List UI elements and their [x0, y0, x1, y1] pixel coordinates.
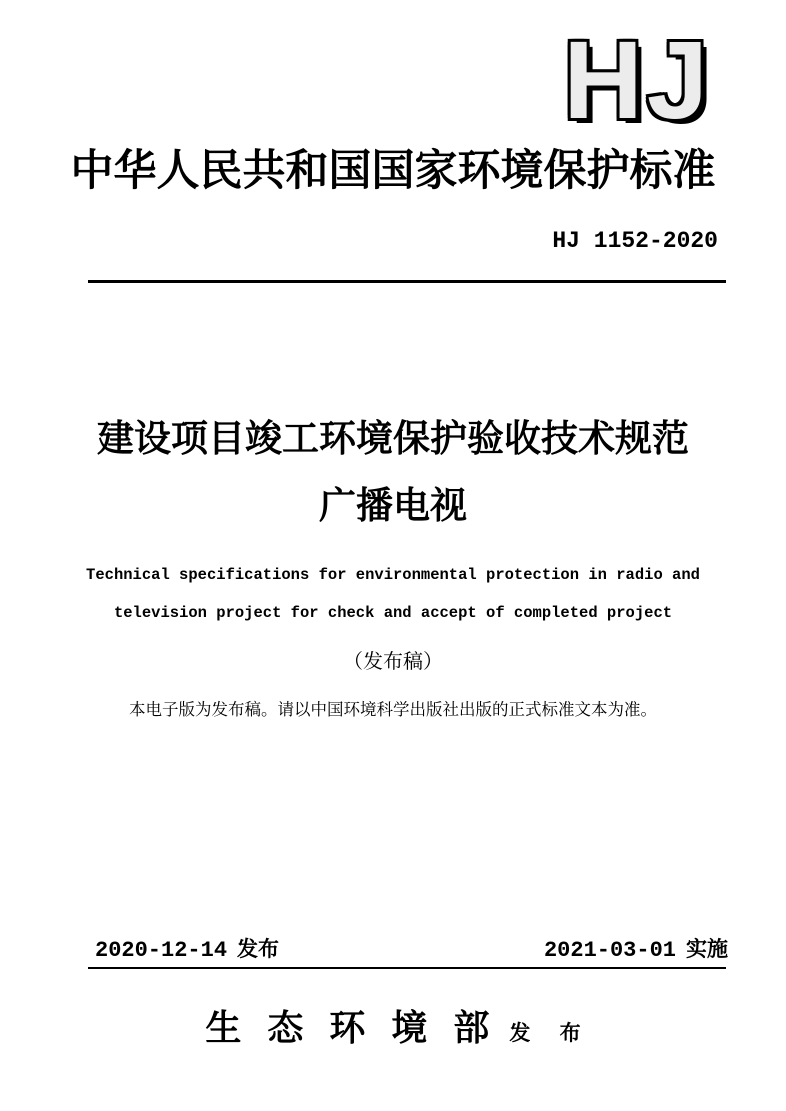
english-title	[0, 556, 786, 632]
implement-date: 2021-03-01	[543, 938, 676, 963]
hj-logo: HJ	[563, 19, 712, 142]
implement-label: 实施	[686, 937, 728, 961]
notice-text: 本电子版为发布稿。请以中国环境科学出版社出版的正式标准文本为准。	[129, 700, 657, 719]
issue-date: 2020-12-14	[95, 938, 228, 963]
issue-date-group	[95, 933, 279, 963]
implement-date-group	[544, 933, 728, 963]
top-divider	[88, 280, 726, 283]
english-title-line1: Technical specifications for environmental protection in radio and	[86, 566, 700, 584]
standard-number: HJ 1152-2020	[552, 228, 718, 254]
bottom-divider	[88, 967, 726, 969]
issuer-publish-label: 发 布	[509, 1021, 593, 1045]
main-title-line2: 广播电视	[319, 485, 467, 526]
main-title	[0, 417, 786, 528]
main-title-line1: 建设项目竣工环境保护验收技术规范	[97, 418, 689, 459]
issue-label: 发布	[237, 937, 280, 961]
issuer-name: 生态环境部	[205, 1008, 516, 1048]
english-title-line2: television project for check and accept of completed project	[113, 604, 673, 622]
org-title: 中华人民共和国国家环境保护标准	[70, 148, 716, 195]
dates-row	[95, 933, 728, 963]
issuer-row	[0, 1000, 786, 1051]
draft-label: （发布稿）	[343, 651, 443, 673]
